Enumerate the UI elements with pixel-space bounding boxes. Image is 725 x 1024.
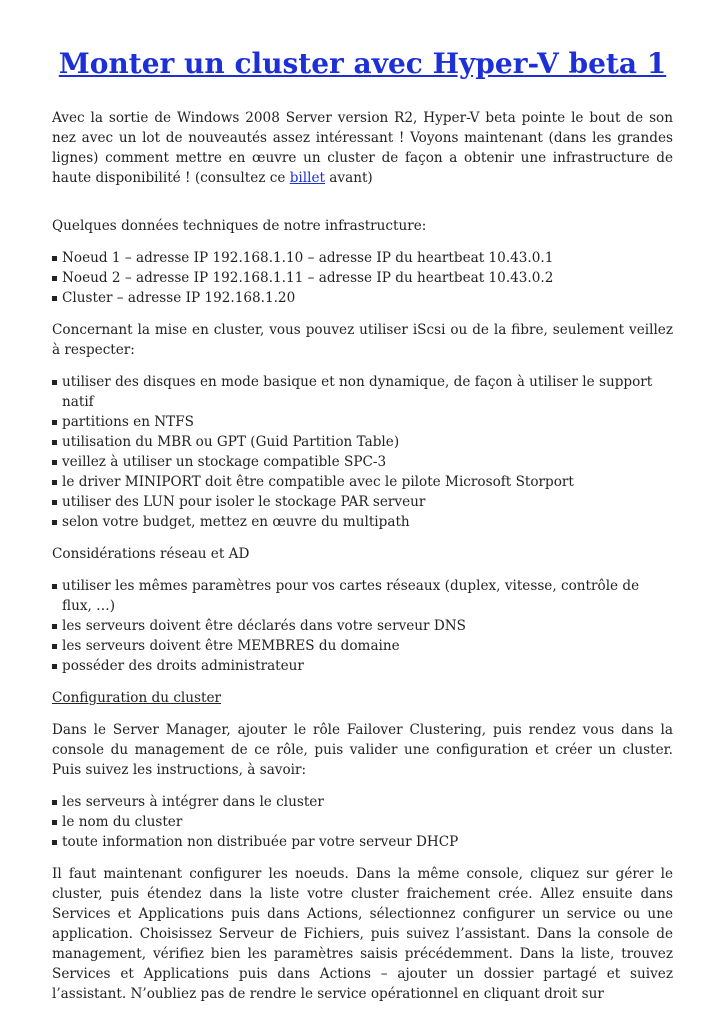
bullet-icon (52, 500, 57, 505)
list-item-text: Cluster – adresse IP 192.168.1.20 (62, 290, 296, 306)
list-item-text: utiliser les mêmes paramètres pour vos cartes réseaux (duplex, vitesse, contrôle de flux, …) (62, 578, 640, 614)
intro-paragraph (52, 108, 673, 188)
list-item-text: Noeud 2 – adresse IP 192.168.1.11 – adresse IP du heartbeat 10.43.0.2 (62, 270, 554, 286)
bullet-icon (52, 256, 57, 261)
config-list (52, 792, 673, 852)
config-heading: Configuration du cluster (52, 690, 222, 706)
bullet-icon (52, 380, 57, 385)
network-list (52, 576, 673, 676)
list-item (52, 832, 673, 852)
list-item (52, 248, 673, 268)
list-item-text: les serveurs à intégrer dans le cluster (62, 794, 324, 810)
network-heading: Considérations réseau et AD (52, 546, 250, 562)
storage-paragraph: Concernant la mise en cluster, vous pouvez utiliser iScsi ou de la fibre, seulement veillez à respecter: (52, 322, 673, 358)
bullet-icon (52, 420, 57, 425)
list-item (52, 288, 673, 308)
intro-text: Avec la sortie de Windows 2008 Server version R2, Hyper-V beta pointe le bout de son nez avec un lot de nouveautés assez intéressant ! Voyons maintenant (dans les grandes lignes) comment mettre en œuvre un cluster de façon a obtenir une infrastructure de haute disponibilité ! (consultez ce (52, 110, 673, 186)
tech-data-heading: Quelques données techniques de notre infrastructure: (52, 218, 427, 234)
final-paragraph: Il faut maintenant configurer les noeuds. Dans la même console, cliquez sur gérer le cluster, puis étendez dans la liste votre cluster fraichement crée. Allez ensuite dans Services et Applications puis dans Actions, sélectionnez configurer un service ou une application. Choisissez Serveur de Fichiers, puis suivez l’assistant. Dans la console de management, vérifiez bien les paramètres saisis précédemment. Dans la liste, trouvez Services et Applications puis dans Actions – ajouter un dossier partagé et suivez l’assistant. N’oubliez pas de rendre le service opérationnel en cliquant droit sur (52, 866, 673, 1002)
list-item (52, 636, 673, 656)
title-link[interactable]: Monter un cluster avec Hyper-V beta 1 (58, 47, 667, 80)
list-item-text: posséder des droits administrateur (62, 658, 304, 674)
bullet-icon (52, 520, 57, 525)
tech-list (52, 248, 673, 308)
bullet-icon (52, 440, 57, 445)
list-item-text: toute information non distribuée par votre serveur DHCP (62, 834, 459, 850)
bullet-icon (52, 296, 57, 301)
bullet-icon (52, 664, 57, 669)
billet-link[interactable]: billet (289, 170, 325, 186)
list-item (52, 372, 673, 412)
list-item (52, 512, 673, 532)
list-item (52, 472, 673, 492)
list-item (52, 616, 673, 636)
bullet-icon (52, 644, 57, 649)
bullet-icon (52, 624, 57, 629)
bullet-icon (52, 820, 57, 825)
list-item-text: utiliser des LUN pour isoler le stockage PAR serveur (62, 494, 426, 510)
list-item-text: partitions en NTFS (62, 414, 194, 430)
list-item (52, 452, 673, 472)
bullet-icon (52, 840, 57, 845)
list-item (52, 268, 673, 288)
list-item-text: veillez à utiliser un stockage compatible SPC-3 (62, 454, 387, 470)
list-item-text: le driver MINIPORT doit être compatible avec le pilote Microsoft Storport (62, 474, 574, 490)
list-item (52, 812, 673, 832)
list-item (52, 792, 673, 812)
list-item (52, 656, 673, 676)
list-item (52, 412, 673, 432)
list-item-text: le nom du cluster (62, 814, 183, 830)
storage-list (52, 372, 673, 532)
config-paragraph: Dans le Server Manager, ajouter le rôle Failover Clustering, puis rendez vous dans la console du management de ce rôle, puis valider une configuration et créer un cluster. Puis suivez les instructions, à savoir: (52, 722, 673, 778)
intro-after-link: avant) (324, 170, 373, 186)
list-item (52, 576, 673, 616)
list-item (52, 492, 673, 512)
list-item-text: utilisation du MBR ou GPT (Guid Partition Table) (62, 434, 400, 450)
bullet-icon (52, 480, 57, 485)
page-title (0, 44, 725, 84)
bullet-icon (52, 276, 57, 281)
article-body (52, 108, 673, 1016)
list-item-text: Noeud 1 – adresse IP 192.168.1.10 – adresse IP du heartbeat 10.43.0.1 (62, 250, 554, 266)
bullet-icon (52, 460, 57, 465)
list-item-text: les serveurs doivent être MEMBRES du domaine (62, 638, 400, 654)
list-item-text: les serveurs doivent être déclarés dans votre serveur DNS (62, 618, 466, 634)
list-item-text: utiliser des disques en mode basique et non dynamique, de façon à utiliser le support natif (62, 374, 653, 410)
bullet-icon (52, 800, 57, 805)
list-item-text: selon votre budget, mettez en œuvre du multipath (62, 514, 410, 530)
bullet-icon (52, 584, 57, 589)
list-item (52, 432, 673, 452)
